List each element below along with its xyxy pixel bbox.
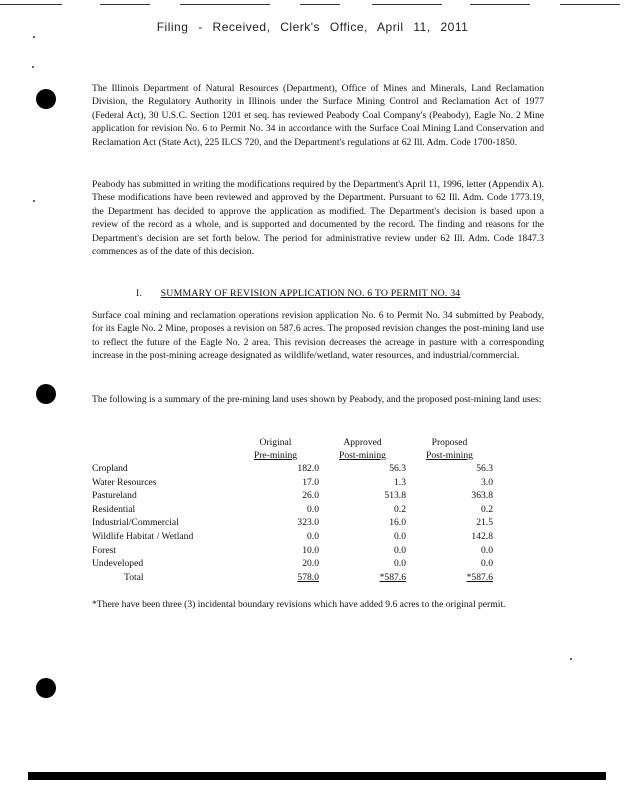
table-row: Residential 0.0 0.2 0.2 <box>92 503 493 515</box>
scan-speck <box>570 658 572 660</box>
summary-paragraph: Surface coal mining and reclamation operations revision application No. 6 to Permit No. 34 submitted by Peabody, for its Eagle No. 2 Mine, proposes a revision on 587.6 acres. The proposed revision changes the post-mining land use to reflect the future of the Eagle No. 2 area. This revision decreases the acreage in pasture with a corresponding increase in the post-mining acreage designated as wildlife/wetland, water resources, and industrial/commercial. <box>92 310 544 362</box>
scan-edge-line <box>100 4 150 5</box>
scan-speck <box>32 66 34 68</box>
section-heading <box>136 288 460 299</box>
decision-paragraph: Peabody has submitted in writing the modifications required by the Department's April 11, 1996, letter (Appendix A). These modifications have been reviewed and approved by the Department. Pursuant to 62 Ill. Adm. Code 1773.19, the Department has decided to approve the application as modified. The Department's decision is based upon a review of the record as a whole, and is supported and documented by the record. The finding and reasons for the Department's decision are set forth below. The period for administrative review under 62 Ill. Adm. Code 1847.3 commences as of the date of this decision. <box>92 179 544 258</box>
filing-header: Filing - Received, Clerk's Office, April 11, 2011 <box>156 20 469 34</box>
land-use-table <box>92 436 512 584</box>
table-row: Water Resources 17.0 1.3 3.0 <box>92 476 493 488</box>
table-total-row: Total 578.0 *587.6 *587.6 <box>124 571 493 583</box>
table-intro-paragraph: The following is a summary of the pre-mining land uses shown by Peabody, and the proposed post-mining land uses: <box>92 394 542 405</box>
column-header: Original Pre-mining <box>253 437 298 461</box>
punch-hole <box>36 678 56 698</box>
scan-edge-line <box>0 4 62 5</box>
table-row: Forest 10.0 0.0 0.0 <box>92 544 493 556</box>
scan-edge-line <box>560 4 620 5</box>
table-row: Cropland 182.0 56.3 56.3 <box>92 463 493 474</box>
table-row: Pastureland 26.0 513.8 363.8 <box>92 490 493 502</box>
table-header <box>232 436 512 462</box>
punch-hole <box>36 89 56 109</box>
footnote: *There have been three (3) incidental boundary revisions which have added 9.6 acres to the original permit. <box>92 599 506 610</box>
column-header: Approved Post-mining <box>339 437 386 461</box>
section-title: SUMMARY OF REVISION APPLICATION NO. 6 TO PERMIT NO. 34 <box>160 288 461 299</box>
table-row: Industrial/Commercial 323.0 16.0 21.5 <box>92 517 493 529</box>
scan-bottom-bar <box>28 772 606 780</box>
scan-edge-line <box>180 4 270 5</box>
section-number: I. <box>136 288 143 299</box>
column-header: Proposed Post-mining <box>426 437 473 461</box>
scan-edge-line <box>470 4 530 5</box>
scan-edge-line <box>372 4 442 5</box>
scan-edge-line <box>300 4 340 5</box>
scan-speck <box>33 200 35 202</box>
table-row: Undeveloped 20.0 0.0 0.0 <box>92 558 493 570</box>
table-row: Wildlife Habitat / Wetland 0.0 0.0 142.8 <box>92 530 493 542</box>
punch-hole <box>36 384 56 404</box>
scan-speck <box>33 36 35 38</box>
intro-paragraph: The Illinois Department of Natural Resources (Department), Office of Mines and Minerals, Land Reclamation Division, the Regulatory Authority in Illinois under the Surface Mining Control and Reclamation Act of 1977 (Federal Act), 30 U.S.C. Section 1201 et seq. has reviewed Peabody Coal Company's (Peabody), Eagle No. 2 Mine application for revision No. 6 to Permit No. 34 in accordance with the Surface Coal Mining Land Conservation and Reclamation Act (State Act), 225 ILCS 720, and the Department's regulations at 62 Ill. Adm. Code 1700-1850. <box>92 83 544 148</box>
